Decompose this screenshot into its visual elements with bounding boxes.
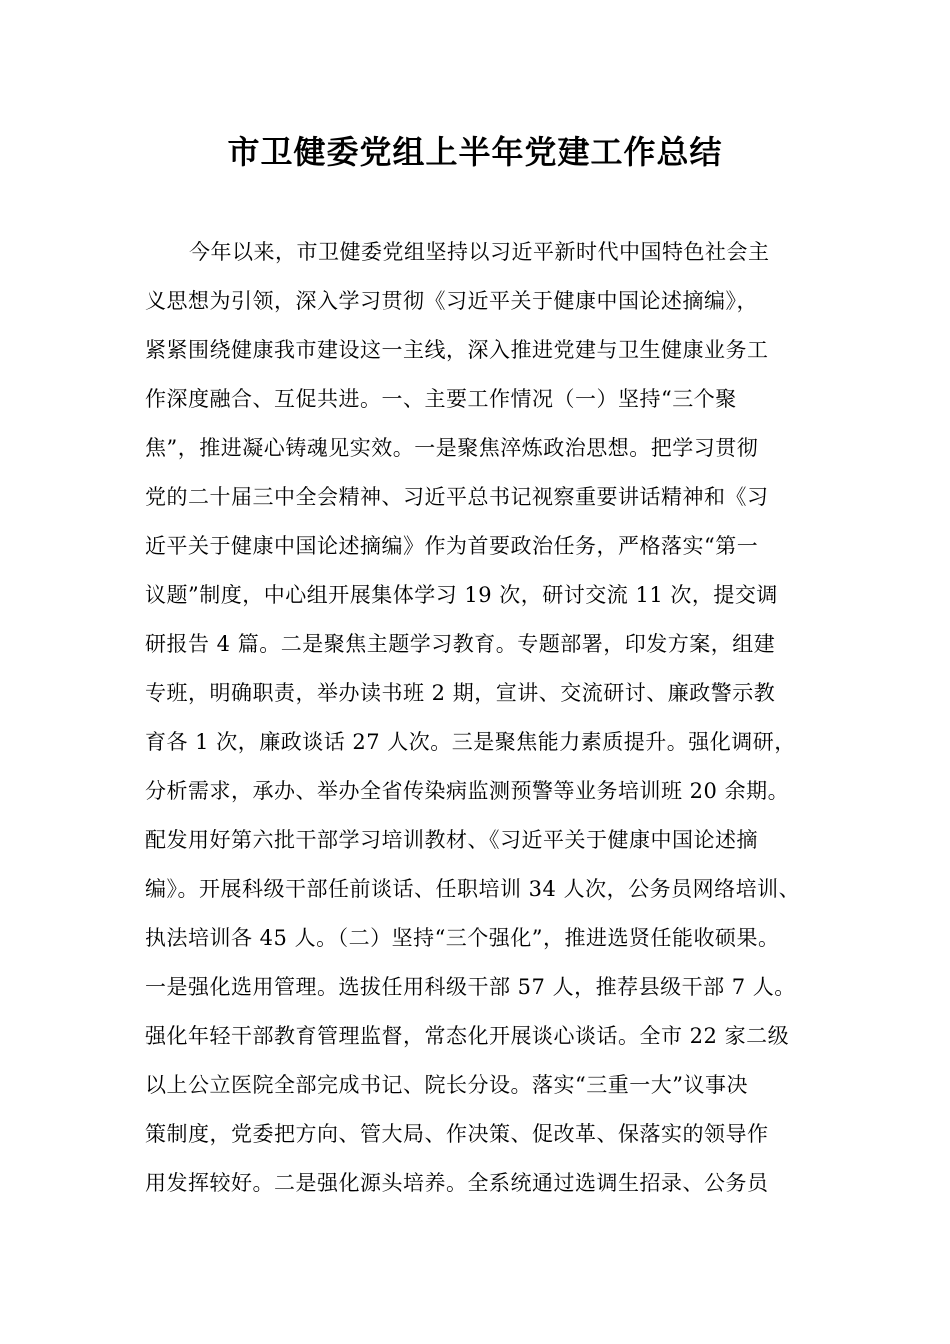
body-line: 焦”，推进凝心铸魂见实效。一是聚焦淬炼政治思想。把学习贯彻: [145, 436, 759, 460]
body-line: 一是强化选用管理。选拔任用科级干部 57 人，推荐县级干部 7 人。: [145, 975, 796, 999]
body-line: 议题”制度，中心组开展集体学习 19 次，研讨交流 11 次，提交调: [145, 583, 778, 607]
body-line: 用发挥较好。二是强化源头培养。全系统通过选调生招录、公务员: [145, 1171, 769, 1195]
body-line: 研报告 4 篇。二是聚焦主题学习教育。专题部署，印发方案，组建: [145, 632, 776, 656]
body-line: 育各 1 次，廉政谈话 27 人次。三是聚焦能力素质提升。强化调研，: [145, 730, 796, 754]
body-line: 专班，明确职责，举办读书班 2 期，宣讲、交流研讨、廉政警示教: [145, 681, 776, 705]
body-line: 强化年轻干部教育管理监督，常态化开展谈心谈话。全市 22 家二级: [145, 1024, 790, 1048]
body-line: 编》。开展科级干部任前谈话、任职培训 34 人次，公务员网络培训、: [145, 877, 801, 901]
body-line: 执法培训各 45 人。（二）坚持“三个强化”，推进选贤任能收硕果。: [145, 926, 780, 950]
document-title: 市卫健委党组上半年党建工作总结: [227, 133, 723, 171]
body-line: 近平关于健康中国论述摘编》作为首要政治任务，严格落实“第一: [145, 534, 759, 558]
body-line: 今年以来，市卫健委党组坚持以习近平新时代中国特色社会主: [189, 240, 770, 264]
body-line: 策制度，党委把方向、管大局、作决策、促改革、保落实的领导作: [145, 1122, 769, 1146]
body-line: 紧紧围绕健康我市建设这一主线，深入推进党建与卫生健康业务工: [145, 338, 769, 362]
body-line: 配发用好第六批干部学习培训教材、《习近平关于健康中国论述摘: [145, 828, 758, 852]
body-line: 党的二十届三中全会精神、习近平总书记视察重要讲话精神和《习: [145, 485, 769, 509]
body-line: 分析需求，承办、举办全省传染病监测预警等业务培训班 20 余期。: [145, 779, 790, 803]
body-line: 以上公立医院全部完成书记、院长分设。落实“三重一大”议事决: [145, 1073, 748, 1097]
body-line: 义思想为引领，深入学习贯彻《习近平关于健康中国论述摘编》，: [145, 289, 758, 313]
document-body: [145, 228, 820, 1208]
body-line: 作深度融合、互促共进。一、主要工作情况（一）坚持“三个聚: [145, 387, 737, 411]
